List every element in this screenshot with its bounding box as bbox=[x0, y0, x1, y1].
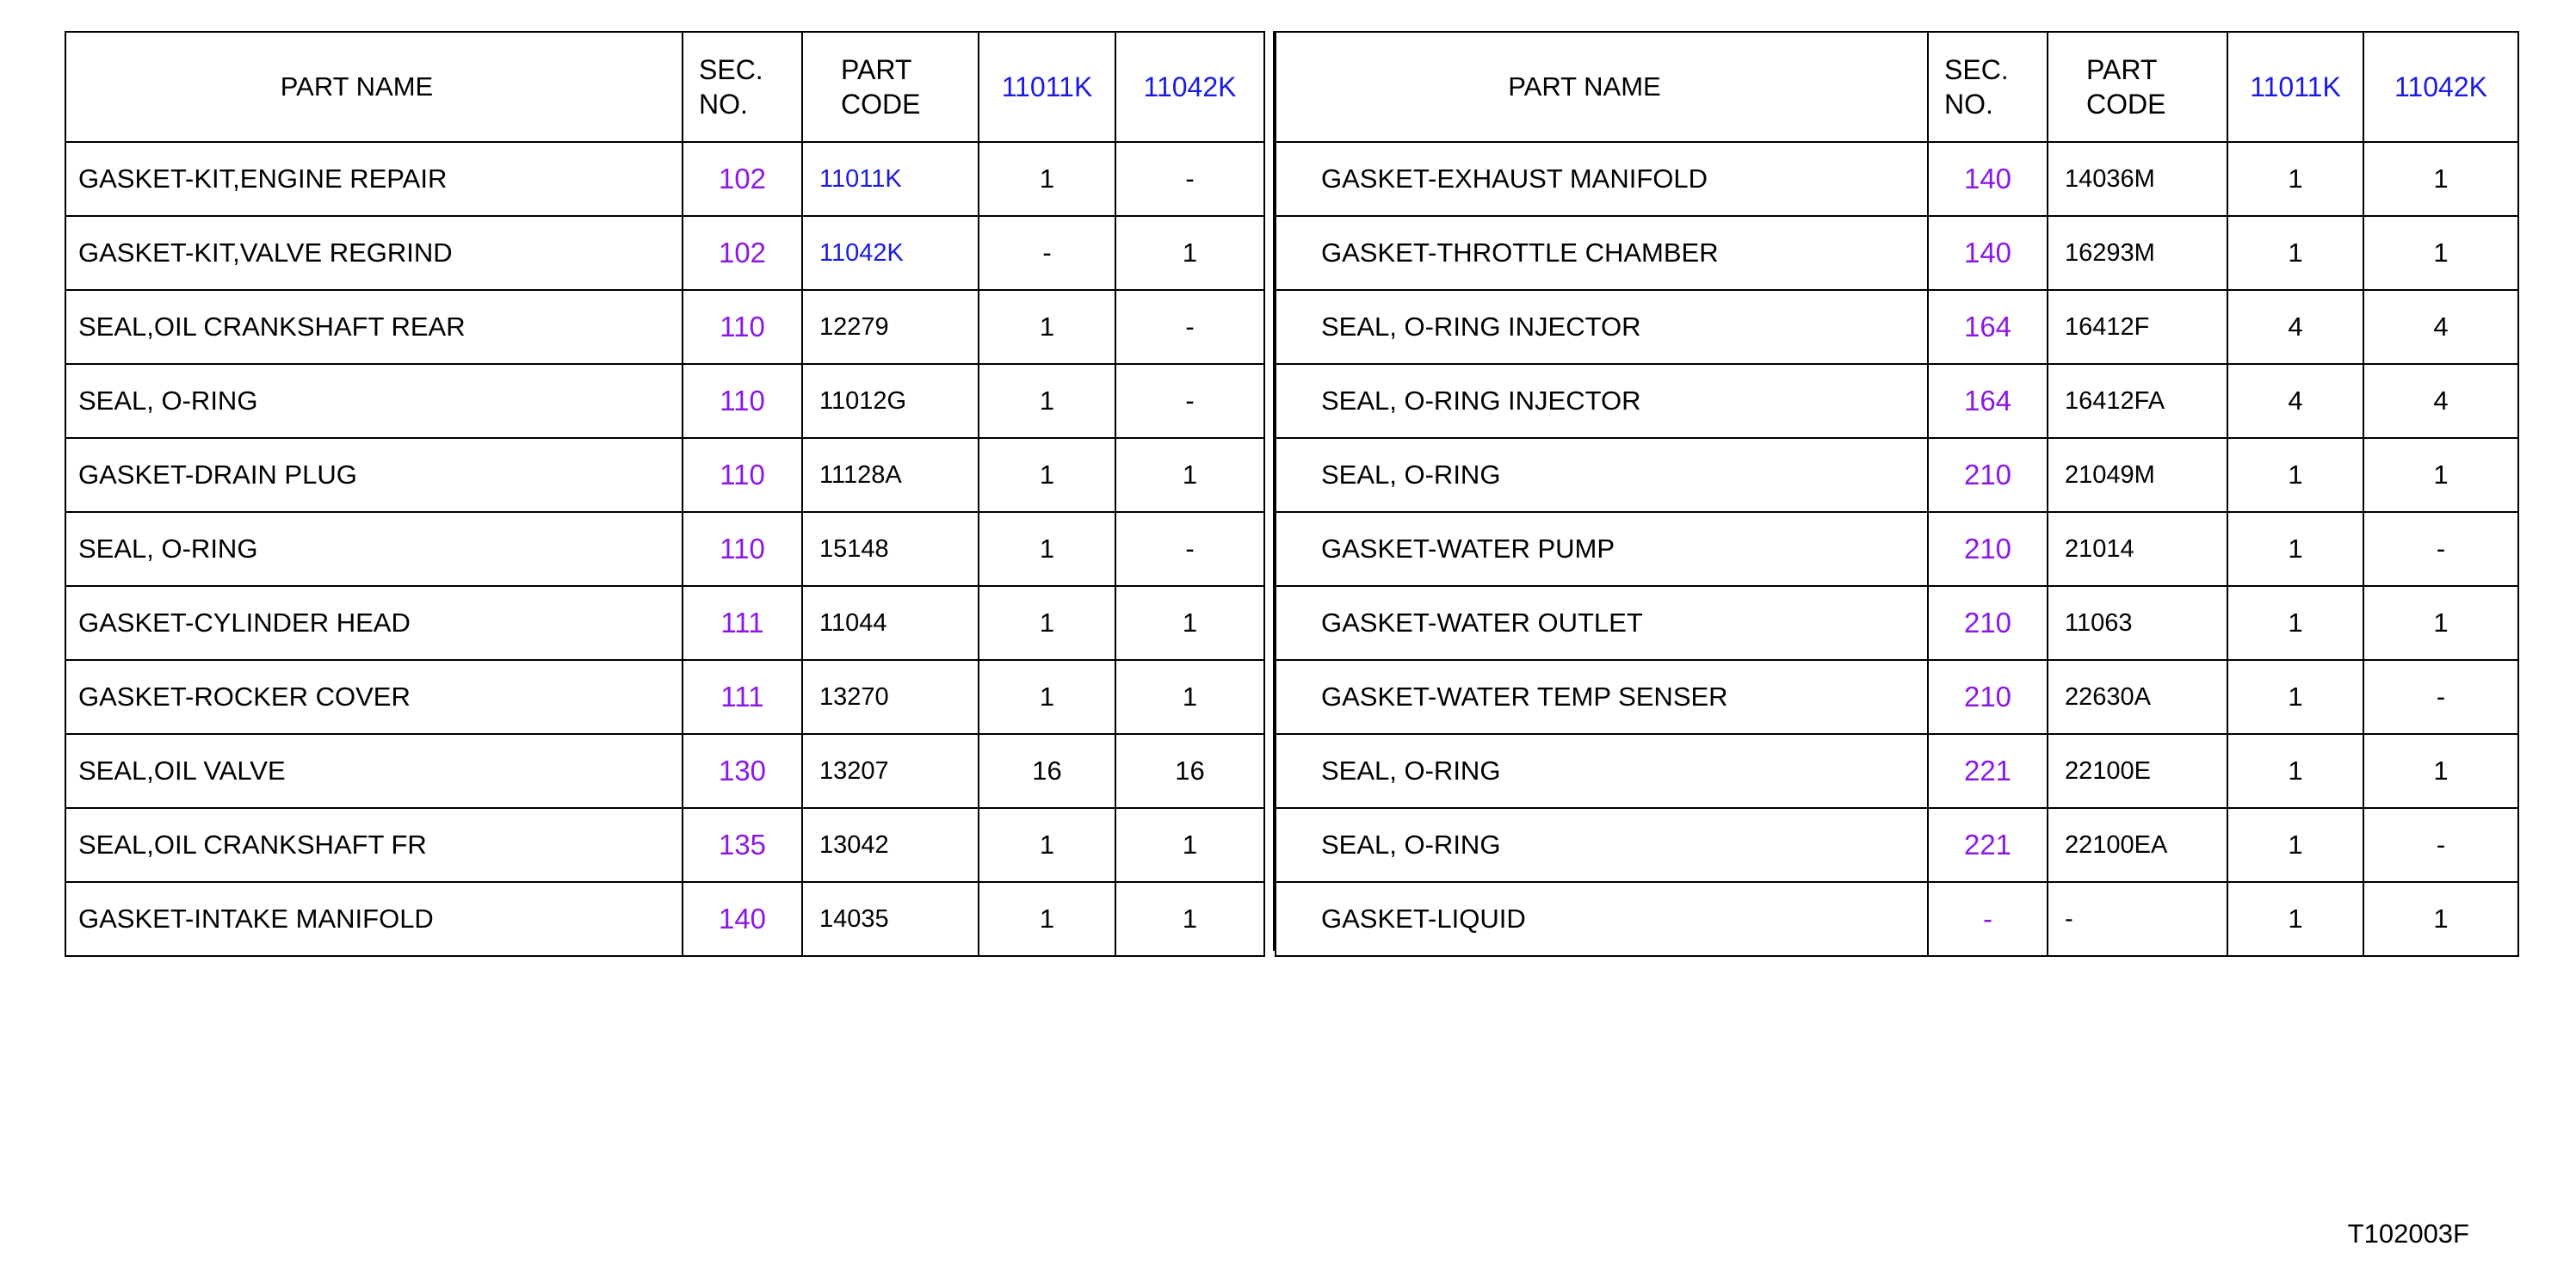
part-name-cell: GASKET-WATER TEMP SENSER bbox=[1276, 660, 1928, 734]
column-header-part-name: PART NAME bbox=[1276, 32, 1928, 142]
sec-no-cell: 210 bbox=[1928, 660, 2048, 734]
sec-no-cell: 110 bbox=[683, 364, 802, 438]
qty-11011k-cell: 1 bbox=[979, 364, 1115, 438]
part-code-cell: 11011K bbox=[802, 142, 979, 216]
table-row bbox=[65, 586, 1264, 660]
qty-11011k-cell: 1 bbox=[979, 438, 1115, 512]
qty-11011k-cell: 1 bbox=[2227, 660, 2363, 734]
sec-no-cell: 110 bbox=[683, 290, 802, 364]
part-code-cell: 13270 bbox=[802, 660, 979, 734]
part-code-cell: 14035 bbox=[802, 882, 979, 956]
part-code-cell: 11042K bbox=[802, 216, 979, 290]
qty-11011k-cell: 1 bbox=[979, 660, 1115, 734]
qty-11042k-cell: - bbox=[2363, 660, 2518, 734]
parts-table bbox=[65, 31, 2517, 951]
table-row bbox=[1276, 512, 2518, 586]
part-code-cell: 21014 bbox=[2048, 512, 2227, 586]
table-row bbox=[1276, 364, 2518, 438]
part-name-cell: GASKET-LIQUID bbox=[1276, 882, 1928, 956]
qty-11042k-cell: 1 bbox=[2363, 734, 2518, 808]
sec-no-cell: 221 bbox=[1928, 808, 2048, 882]
part-name-cell: SEAL, O-RING bbox=[1276, 734, 1928, 808]
column-header-kit-11042k: 11042K bbox=[2363, 32, 2518, 142]
part-code-cell: 11063 bbox=[2048, 586, 2227, 660]
column-header-kit-11011k: 11011K bbox=[979, 32, 1115, 142]
sec-no-cell: 111 bbox=[683, 660, 802, 734]
table-row bbox=[65, 660, 1264, 734]
table-row bbox=[65, 882, 1264, 956]
part-code-cell: 15148 bbox=[802, 512, 979, 586]
qty-11042k-cell: 1 bbox=[2363, 216, 2518, 290]
qty-11011k-cell: 1 bbox=[2227, 586, 2363, 660]
sec-no-cell: 111 bbox=[683, 586, 802, 660]
column-header-kit-11042k: 11042K bbox=[1115, 32, 1264, 142]
qty-11011k-cell: 1 bbox=[2227, 216, 2363, 290]
sec-no-cell: - bbox=[1928, 882, 2048, 956]
sec-no-cell: 135 bbox=[683, 808, 802, 882]
part-name-cell: GASKET-DRAIN PLUG bbox=[65, 438, 683, 512]
table-row bbox=[1276, 216, 2518, 290]
part-code-cell: 22100EA bbox=[2048, 808, 2227, 882]
table-row bbox=[65, 364, 1264, 438]
table-row bbox=[1276, 808, 2518, 882]
qty-11011k-cell: 1 bbox=[2227, 882, 2363, 956]
table-row bbox=[65, 808, 1264, 882]
part-code-cell: 11128A bbox=[802, 438, 979, 512]
qty-11042k-cell: 4 bbox=[2363, 364, 2518, 438]
part-name-cell: SEAL, O-RING bbox=[65, 364, 683, 438]
sec-no-cell: 140 bbox=[683, 882, 802, 956]
qty-11042k-cell: 16 bbox=[1115, 734, 1264, 808]
sec-no-cell: 210 bbox=[1928, 438, 2048, 512]
qty-11011k-cell: 4 bbox=[2227, 290, 2363, 364]
qty-11011k-cell: 1 bbox=[2227, 734, 2363, 808]
table-row bbox=[65, 290, 1264, 364]
qty-11042k-cell: 1 bbox=[1115, 808, 1264, 882]
qty-11042k-cell: 1 bbox=[2363, 438, 2518, 512]
part-name-cell: SEAL,OIL CRANKSHAFT FR bbox=[65, 808, 683, 882]
part-code-cell: 13042 bbox=[802, 808, 979, 882]
qty-11011k-cell: 1 bbox=[979, 882, 1115, 956]
sec-no-cell: 102 bbox=[683, 216, 802, 290]
qty-11042k-cell: 1 bbox=[1115, 586, 1264, 660]
qty-11011k-cell: 1 bbox=[979, 808, 1115, 882]
qty-11042k-cell: 1 bbox=[2363, 142, 2518, 216]
qty-11042k-cell: - bbox=[1115, 290, 1264, 364]
qty-11011k-cell: 1 bbox=[2227, 808, 2363, 882]
qty-11042k-cell: 1 bbox=[2363, 586, 2518, 660]
table-row bbox=[65, 438, 1264, 512]
part-code-cell: 14036M bbox=[2048, 142, 2227, 216]
column-header-kit-11011k: 11011K bbox=[2227, 32, 2363, 142]
table-row bbox=[1276, 586, 2518, 660]
qty-11042k-cell: - bbox=[2363, 512, 2518, 586]
sec-no-cell: 210 bbox=[1928, 512, 2048, 586]
table-row bbox=[1276, 882, 2518, 956]
qty-11011k-cell: 4 bbox=[2227, 364, 2363, 438]
part-name-cell: GASKET-ROCKER COVER bbox=[65, 660, 683, 734]
sec-no-cell: 110 bbox=[683, 512, 802, 586]
qty-11011k-cell: 1 bbox=[979, 142, 1115, 216]
qty-11042k-cell: - bbox=[2363, 808, 2518, 882]
part-name-cell: GASKET-KIT,VALVE REGRIND bbox=[65, 216, 683, 290]
column-header-part-code: PART CODE bbox=[2048, 32, 2227, 142]
part-name-cell: GASKET-CYLINDER HEAD bbox=[65, 586, 683, 660]
qty-11042k-cell: 1 bbox=[1115, 216, 1264, 290]
part-name-cell: SEAL,OIL CRANKSHAFT REAR bbox=[65, 290, 683, 364]
right-parts-table bbox=[1275, 31, 2519, 957]
part-name-cell: SEAL, O-RING INJECTOR bbox=[1276, 364, 1928, 438]
part-name-cell: SEAL, O-RING bbox=[1276, 808, 1928, 882]
table-row bbox=[65, 216, 1264, 290]
sec-no-cell: 221 bbox=[1928, 734, 2048, 808]
table-row bbox=[1276, 290, 2518, 364]
part-code-cell: 21049M bbox=[2048, 438, 2227, 512]
part-name-cell: GASKET-INTAKE MANIFOLD bbox=[65, 882, 683, 956]
part-name-cell: SEAL, O-RING bbox=[65, 512, 683, 586]
part-code-cell: 12279 bbox=[802, 290, 979, 364]
sec-no-cell: 110 bbox=[683, 438, 802, 512]
qty-11042k-cell: - bbox=[1115, 142, 1264, 216]
qty-11042k-cell: 1 bbox=[1115, 438, 1264, 512]
part-code-cell: 11012G bbox=[802, 364, 979, 438]
part-code-cell: 22630A bbox=[2048, 660, 2227, 734]
part-name-cell: SEAL, O-RING bbox=[1276, 438, 1928, 512]
table-row bbox=[1276, 660, 2518, 734]
header-row bbox=[65, 32, 1264, 142]
part-code-cell: 16412F bbox=[2048, 290, 2227, 364]
part-code-cell: 22100E bbox=[2048, 734, 2227, 808]
part-name-cell: SEAL, O-RING INJECTOR bbox=[1276, 290, 1928, 364]
qty-11042k-cell: 1 bbox=[1115, 882, 1264, 956]
part-name-cell: GASKET-WATER OUTLET bbox=[1276, 586, 1928, 660]
column-header-part-code: PART CODE bbox=[802, 32, 979, 142]
qty-11042k-cell: 4 bbox=[2363, 290, 2518, 364]
part-code-cell: 16412FA bbox=[2048, 364, 2227, 438]
qty-11042k-cell: - bbox=[1115, 512, 1264, 586]
table-divider bbox=[1263, 31, 1275, 951]
qty-11011k-cell: 1 bbox=[2227, 438, 2363, 512]
column-header-sec-no: SEC. NO. bbox=[1928, 32, 2048, 142]
table-row bbox=[1276, 142, 2518, 216]
table-row bbox=[65, 142, 1264, 216]
sec-no-cell: 164 bbox=[1928, 364, 2048, 438]
sec-no-cell: 210 bbox=[1928, 586, 2048, 660]
part-name-cell: GASKET-THROTTLE CHAMBER bbox=[1276, 216, 1928, 290]
qty-11042k-cell: 1 bbox=[1115, 660, 1264, 734]
table-row bbox=[65, 512, 1264, 586]
column-header-part-name: PART NAME bbox=[65, 32, 683, 142]
part-code-cell: 13207 bbox=[802, 734, 979, 808]
document-id: T102003F bbox=[2347, 1218, 2469, 1249]
part-name-cell: GASKET-WATER PUMP bbox=[1276, 512, 1928, 586]
qty-11011k-cell: - bbox=[979, 216, 1115, 290]
qty-11011k-cell: 16 bbox=[979, 734, 1115, 808]
qty-11011k-cell: 1 bbox=[2227, 512, 2363, 586]
qty-11042k-cell: 1 bbox=[2363, 882, 2518, 956]
sec-no-cell: 130 bbox=[683, 734, 802, 808]
sec-no-cell: 164 bbox=[1928, 290, 2048, 364]
sec-no-cell: 140 bbox=[1928, 216, 2048, 290]
qty-11011k-cell: 1 bbox=[2227, 142, 2363, 216]
table-row bbox=[65, 734, 1264, 808]
qty-11042k-cell: - bbox=[1115, 364, 1264, 438]
header-row bbox=[1276, 32, 2518, 142]
qty-11011k-cell: 1 bbox=[979, 586, 1115, 660]
qty-11011k-cell: 1 bbox=[979, 512, 1115, 586]
part-name-cell: SEAL,OIL VALVE bbox=[65, 734, 683, 808]
sec-no-cell: 102 bbox=[683, 142, 802, 216]
part-name-cell: GASKET-KIT,ENGINE REPAIR bbox=[65, 142, 683, 216]
sec-no-cell: 140 bbox=[1928, 142, 2048, 216]
part-code-cell: 11044 bbox=[802, 586, 979, 660]
left-parts-table bbox=[65, 31, 1265, 957]
table-row bbox=[1276, 734, 2518, 808]
qty-11011k-cell: 1 bbox=[979, 290, 1115, 364]
part-code-cell: 16293M bbox=[2048, 216, 2227, 290]
part-code-cell: - bbox=[2048, 882, 2227, 956]
table-row bbox=[1276, 438, 2518, 512]
part-name-cell: GASKET-EXHAUST MANIFOLD bbox=[1276, 142, 1928, 216]
column-header-sec-no: SEC. NO. bbox=[683, 32, 802, 142]
